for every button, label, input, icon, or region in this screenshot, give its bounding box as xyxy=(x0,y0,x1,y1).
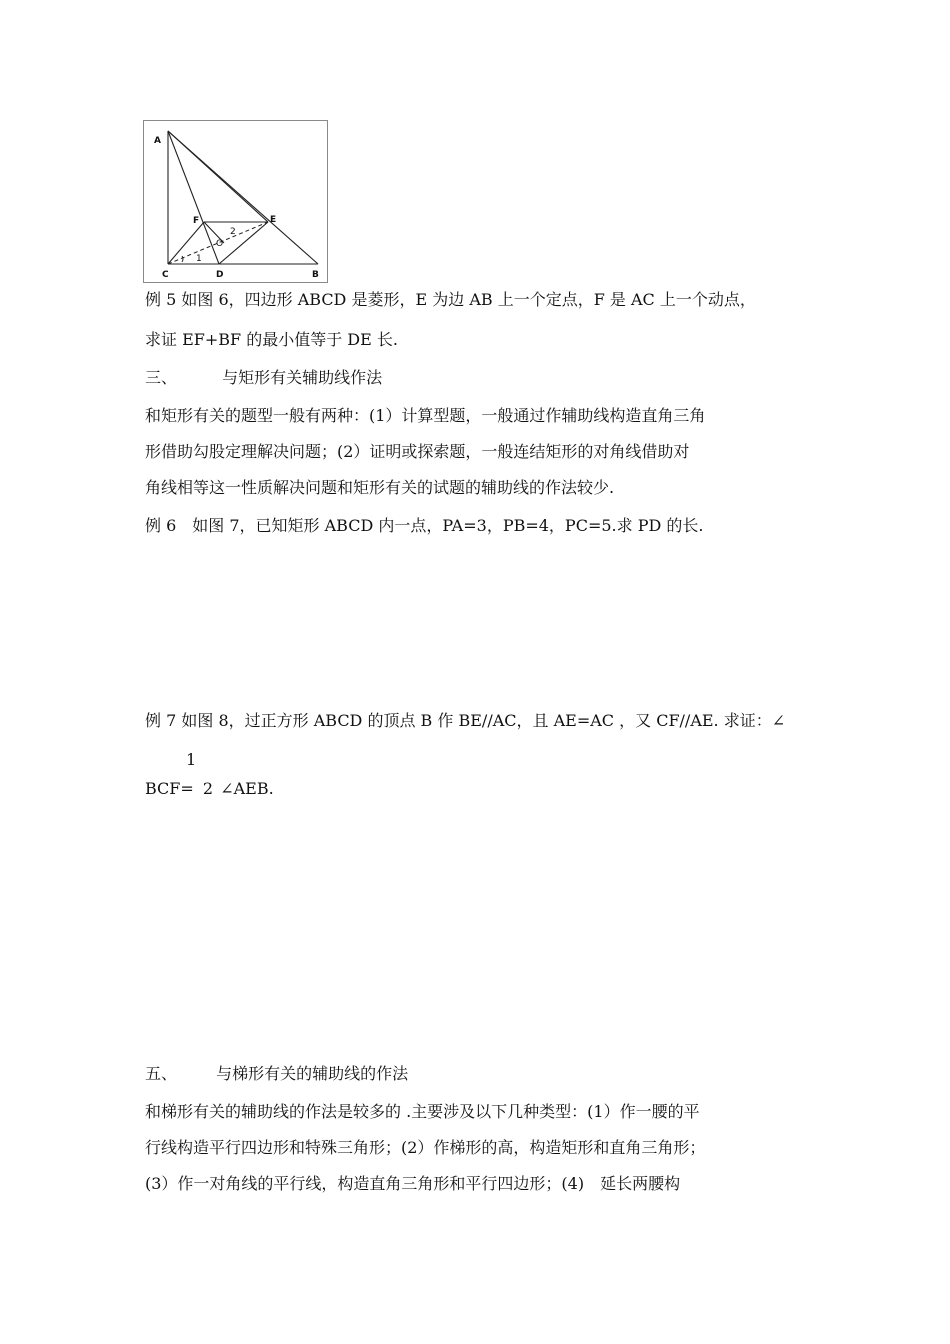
label-a: A xyxy=(154,136,161,146)
label-1: 1 xyxy=(196,254,202,264)
section3-paragraph-line3: 角线相等这一性质解决问题和矩形有关的试题的辅助线的作法较少. xyxy=(145,478,615,497)
section3-paragraph-line2: 形借助勾股定理解决问题；(2）证明或探索题，一般连结矩形的对角线借助对 xyxy=(145,442,690,461)
section3-heading xyxy=(145,368,382,388)
label-b: B xyxy=(312,270,319,280)
fraction-denominator: 2 xyxy=(202,779,214,798)
section5-paragraph-line1: 和梯形有关的辅助线的作法是较多的 .主要涉及以下几种类型：(1）作一腰的平 xyxy=(145,1102,700,1121)
example7-line2-suffix: ∠AEB. xyxy=(220,779,274,798)
figure-svg xyxy=(144,121,329,284)
section5-title: 与梯形有关的辅助线的作法 xyxy=(216,1064,409,1083)
label-2: 2 xyxy=(230,227,236,237)
segment-ad xyxy=(168,131,219,264)
label-o: O xyxy=(216,239,224,249)
section3-title: 与矩形有关辅助线作法 xyxy=(222,368,383,387)
label-d: D xyxy=(216,270,224,280)
fraction-numerator: 1 xyxy=(186,750,197,769)
section5-paragraph-line3: (3）作一对角线的平行线，构造直角三角形和平行四边形；(4) 延长两腰构 xyxy=(145,1174,681,1193)
example7-line2-prefix: BCF= xyxy=(145,779,194,798)
label-c: C xyxy=(162,270,169,280)
section5-paragraph-line2: 行线构造平行四边形和特殊三角形；(2）作梯形的高，构造矩形和直角三角形； xyxy=(145,1138,706,1157)
example6-text: 例 6 如图 7，已知矩形 ABCD 内一点，PA=3，PB=4，PC=5.求 PD 的长. xyxy=(145,516,704,535)
section5-heading xyxy=(145,1064,408,1084)
section3-number: 三、 xyxy=(145,368,178,387)
label-f: F xyxy=(193,216,200,226)
example7-line2 xyxy=(145,779,274,799)
section5-number: 五、 xyxy=(145,1064,178,1083)
example7-line1: 例 7 如图 8，过正方形 ABCD 的顶点 B 作 BE//AC，且 AE=AC ，又 CF//AE. 求证：∠ xyxy=(145,711,786,730)
angle-arc-1 xyxy=(182,256,183,262)
geometry-figure-6 xyxy=(143,120,328,283)
segment-de xyxy=(219,222,268,264)
section3-paragraph-line1: 和矩形有关的题型一般有两种：(1）计算型题，一般通过作辅助线构造直角三角 xyxy=(145,406,706,425)
label-e: E xyxy=(270,215,277,225)
segment-ae xyxy=(168,131,268,222)
example5-line1: 例 5 如图 6，四边形 ABCD 是菱形，E 为边 AB 上一个定点，F 是 AC 上一个动点， xyxy=(145,290,756,309)
example5-line2: 求证 EF+BF 的最小值等于 DE 长. xyxy=(145,330,398,349)
